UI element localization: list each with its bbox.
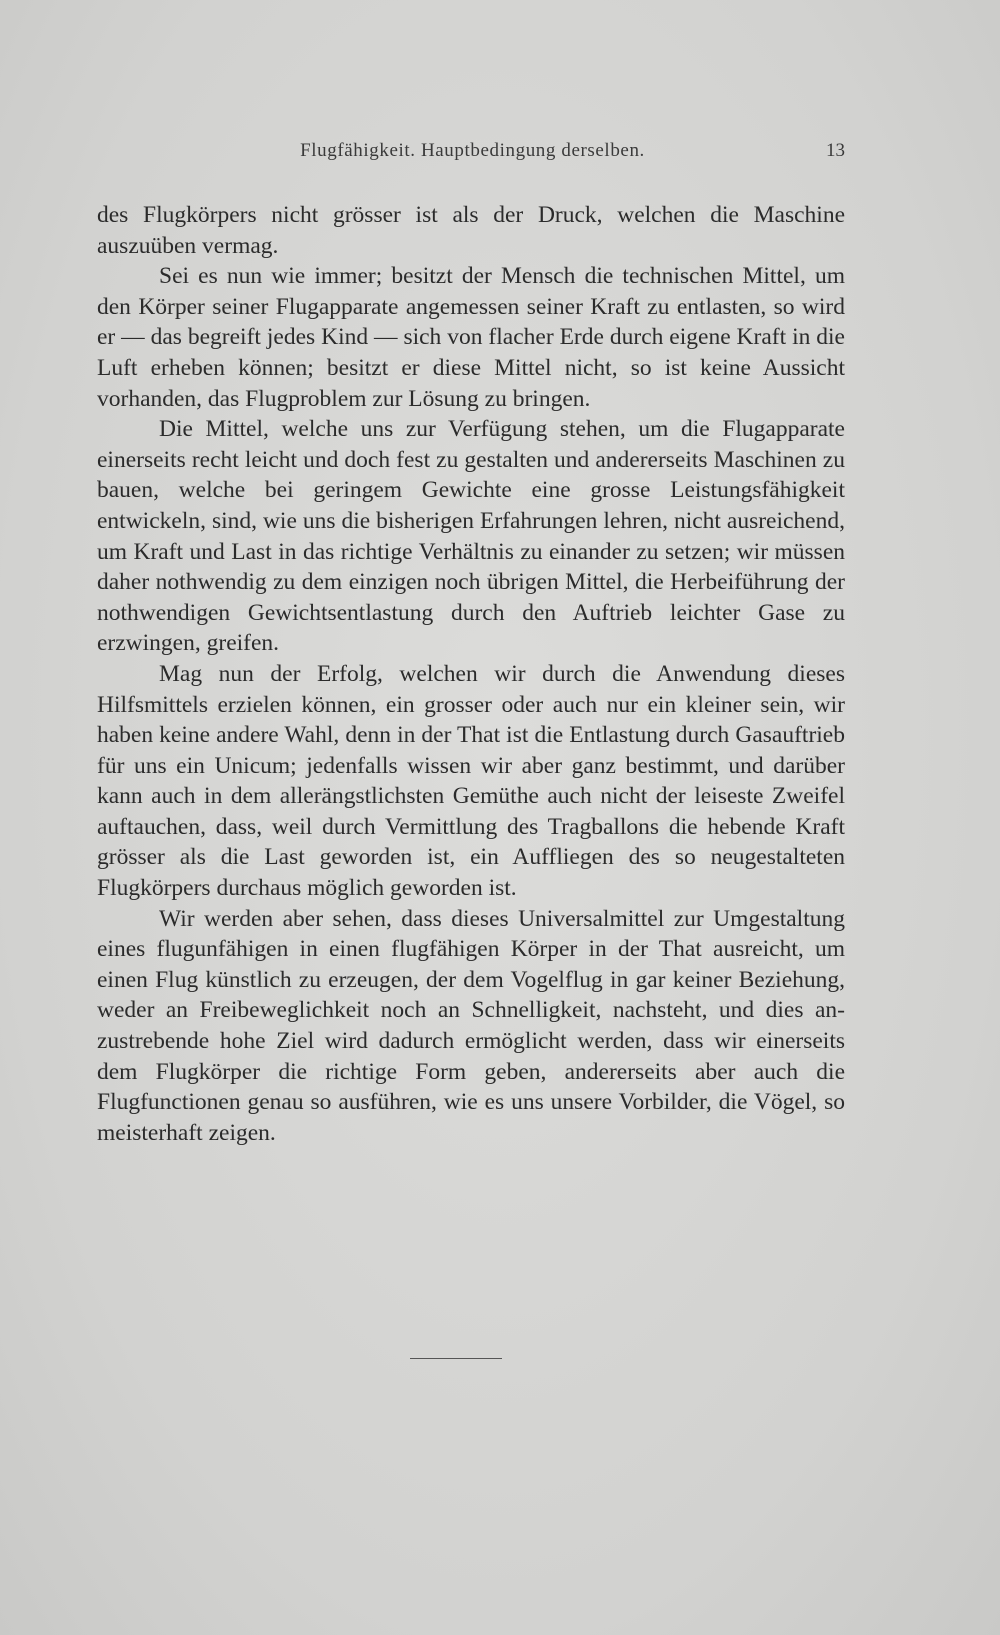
paragraph-3: Die Mittel, welche uns zur Verfügung stehen, um die Flugapparate einerseits recht leicht und doch fest zu gestalten und andererseits Maschinen zu bauen, welche bei geringem Gewichte eine grosse Leistungsfähigkeit entwickeln, sind, wie uns die bisherigen Erfahrungen lehren, nicht ausreichend, um Kraft und Last in das richtige Verhältnis zu einander zu setzen; wir müssen daher nothwendig zu dem einzigen noch übrigen Mittel, die Herbeiführung der nothwendigen Gewichtsentlastung durch den Auftrieb leichter Gase zu erzwingen, greifen.: [97, 416, 845, 657]
page-number: 13: [826, 140, 845, 161]
paragraph-1: des Flugkörpers nicht grösser ist als der Druck, welchen die Maschine auszuüben vermag.: [97, 202, 845, 259]
body-text: [97, 200, 845, 1148]
paragraph-2: Sei es nun wie immer; besitzt der Mensch die technischen Mittel, um den Körper seiner Flugapparate angemessen seiner Kraft zu entlasten, so wird er — das begreift jedes Kind — sich von flacher Erde durch eigene Kraft in die Luft erheben können; besitzt er diese Mittel nicht, so ist keine Aussicht vorhanden, das Flugproblem zur Lösung zu bringen.: [97, 263, 845, 412]
running-header: [100, 140, 845, 170]
paragraph-5: Wir werden aber sehen, dass dieses Universalmittel zur Umgestaltung eines flugunfähigen in einen flugfähigen Körper in der That ausreicht, um einen Flug künstlich zu erzeugen, der dem Vogelflug in gar keiner Beziehung, weder an Freibeweglichkeit noch an Schnelligkeit, nachsteht, und dies anzustrebende hohe Ziel wird dadurch ermöglicht werden, dass wir einerseits dem Flugkörper die richtige Form geben, andererseits aber auch die Flugfunctionen genau so ausführen, wie es uns unsere Vorbilder, die Vögel, so meisterhaft zeigen.: [97, 905, 845, 1146]
end-rule: [410, 1358, 502, 1359]
running-header-title: Flugfähigkeit. Hauptbedingung derselben.: [300, 140, 645, 161]
paragraph-4: Mag nun der Erfolg, welchen wir durch die Anwendung dieses Hilfsmittels erzielen können, ein grosser oder auch nur ein kleiner sein, wir haben keine andere Wahl, denn in der That ist die Entlastung durch Gasauftrieb für uns ein Unicum; jedenfalls wissen wir aber ganz bestimmt, und darüber kann auch in dem allerängstlichsten Gemüthe auch nicht der leiseste Zweifel auftauchen, dass, weil durch Vermittlung des Tragballons die hebende Kraft grösser als die Last geworden ist, ein Auffliegen des so neugestalteten Flugkörpers durchaus möglich geworden ist.: [97, 660, 845, 902]
